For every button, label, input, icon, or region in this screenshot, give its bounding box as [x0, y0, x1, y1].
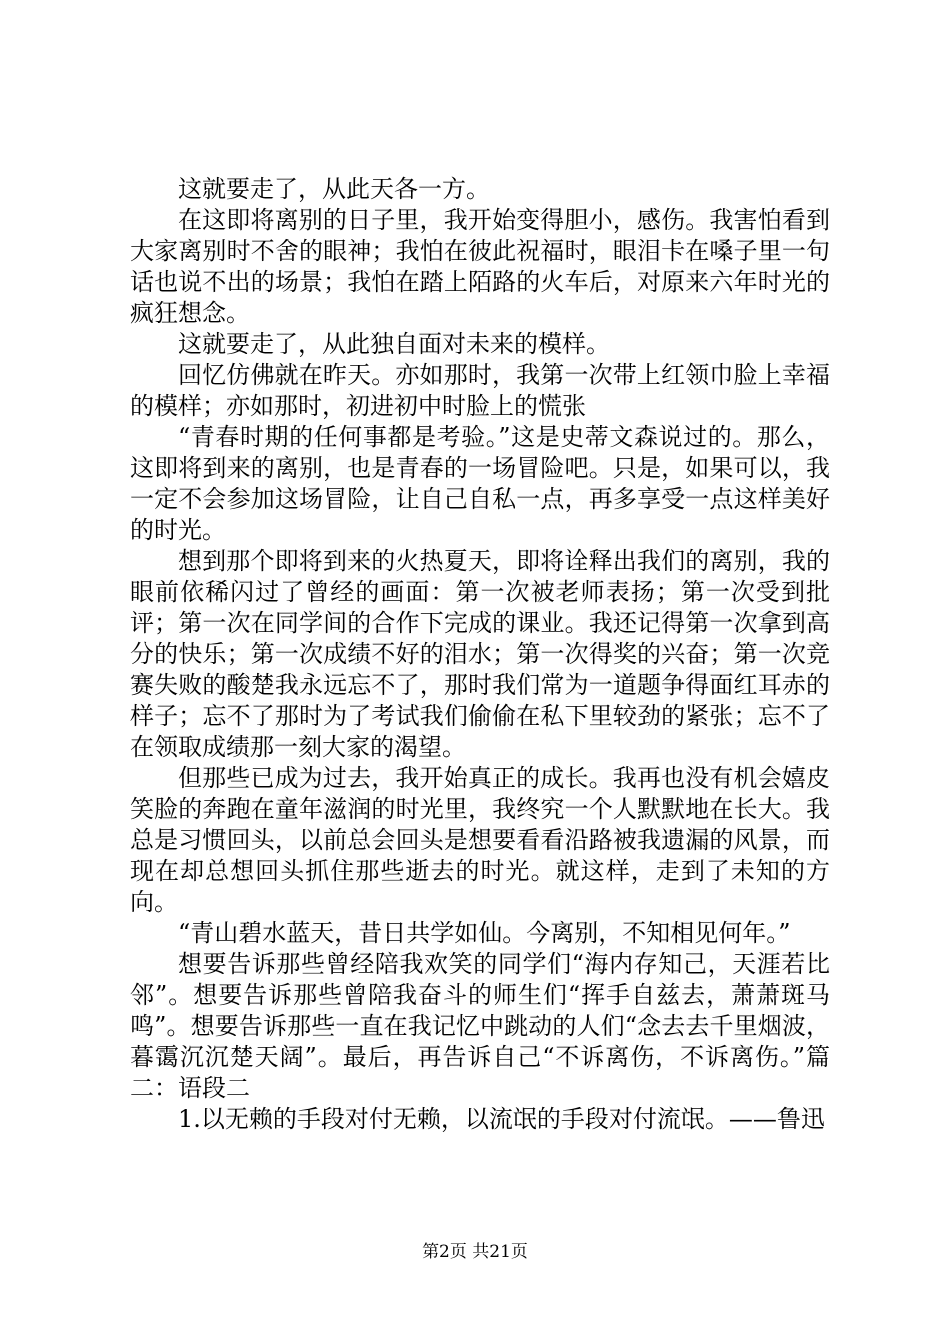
paragraph: 想到那个即将到来的火热夏天，即将诠释出我们的离别，我的眼前依稀闪过了曾经的画面：第一次被老师表扬；第一次受到批评；第一次在同学间的合作下完成的课业。我还记得第一次拿到高分的快乐；第一次成绩不好的泪水；第一次得奖的兴奋；第一次竞赛失败的酸楚我永远忘不了，那时我们常为一道题争得面红耳赤的样子；忘不了那时为了考试我们偷偷在私下里较劲的紧张；忘不了在领取成绩那一刻大家的渴望。 — [130, 547, 830, 761]
paragraph: “青山碧水蓝天，昔日共学如仙。今离别，不知相见何年。” — [178, 919, 791, 947]
paragraph: 在这即将离别的日子里，我开始变得胆小，感伤。我害怕看到大家离别时不舍的眼神；我怕在彼此祝福时，眼泪卡在嗓子里一句话也说不出的场景；我怕在踏上陌路的火车后，对原来六年时光的疯狂想念。 — [130, 206, 830, 327]
document-body — [130, 174, 830, 1135]
paragraph: 1.以无赖的手段对付无赖，以流氓的手段对付流氓。——鲁迅 — [178, 1105, 825, 1133]
paragraph: 这就要走了，从此天各一方。 — [178, 175, 490, 203]
paragraph: “青春时期的任何事都是考验。”这是史蒂文森说过的。那么，这即将到来的离别，也是青春的一场冒险吧。只是，如果可以，我一定不会参加这场冒险，让自己自私一点，再多享受一点这样美好的时光。 — [130, 423, 830, 544]
paragraph: 但那些已成为过去，我开始真正的成长。我再也没有机会嬉皮笑脸的奔跑在童年滋润的时光里，我终究一个人默默地在长大。我总是习惯回头，以前总会回头是想要看看沿路被我遗漏的风景，而现在却总想回头抓住那些逝去的时光。就这样，走到了未知的方向。 — [130, 764, 830, 916]
paragraph: 这就要走了，从此独自面对未来的模样。 — [178, 330, 610, 358]
paragraph: 回忆仿佛就在昨天。亦如那时，我第一次带上红领巾脸上幸福的模样；亦如那时，初进初中时脸上的慌张 — [130, 361, 830, 420]
paragraph: 想要告诉那些曾经陪我欢笑的同学们“海内存知己，天涯若比邻”。想要告诉那些曾陪我奋斗的师生们“挥手自兹去，萧萧斑马鸣”。想要告诉那些一直在我记忆中跳动的人们“念去去千里烟波，暮霭沉沉楚天阔”。最后，再告诉自己“不诉离伤，不诉离伤。”篇二：语段二 — [130, 950, 830, 1102]
page-number-footer: 第2页 共21页 — [422, 1242, 528, 1262]
